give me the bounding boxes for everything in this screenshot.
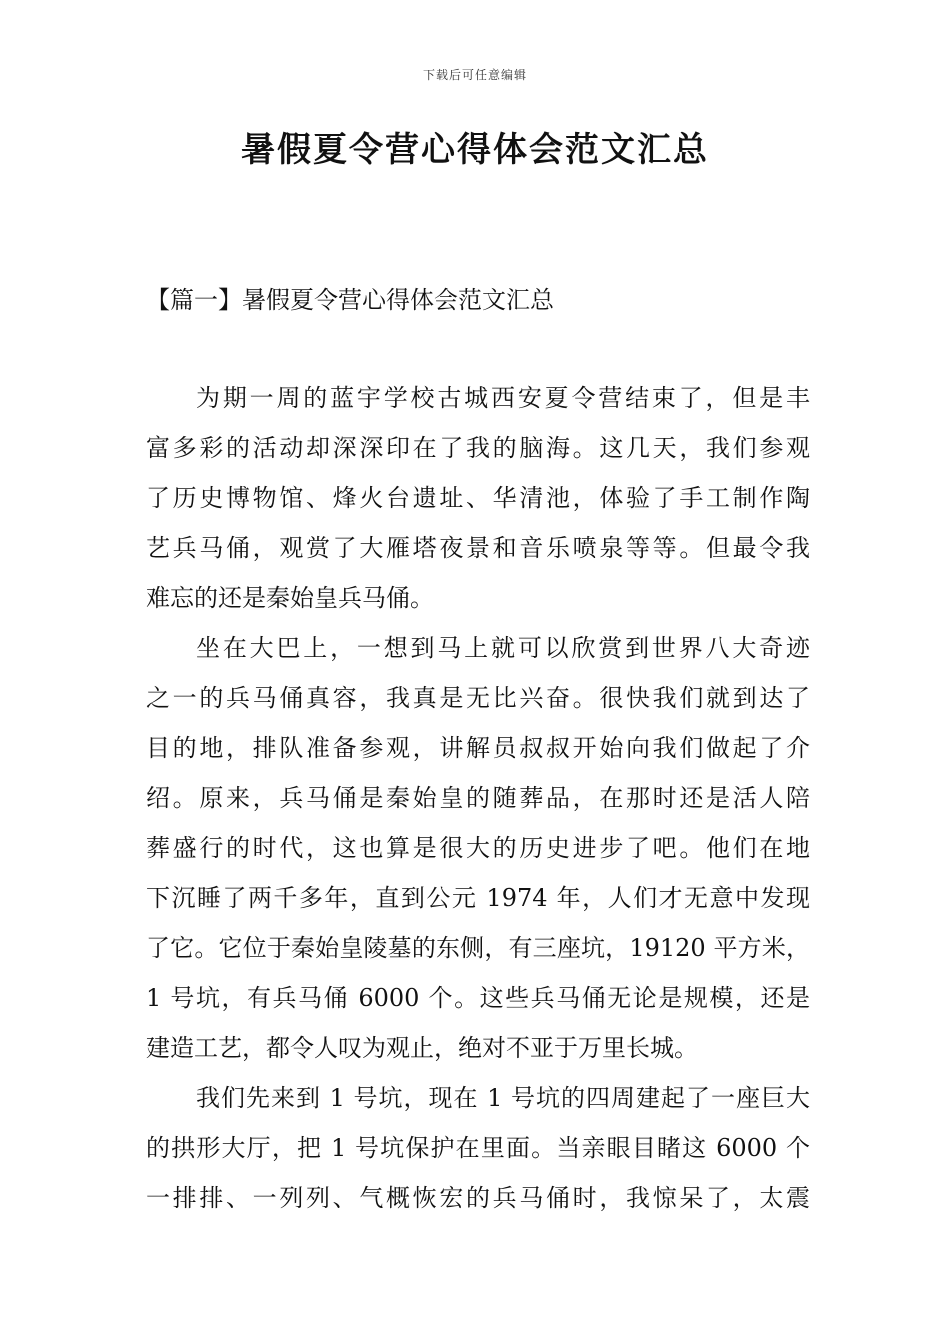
section-heading: 【篇一】暑假夏令营心得体会范文汇总 <box>146 286 554 314</box>
paragraph-1-line-4: 艺兵马俑，观赏了大雁塔夜景和音乐喷泉等等。但最令我 <box>146 534 810 562</box>
paragraph-3-line-3: 一排排、一列列、气概恢宏的兵马俑时，我惊呆了，太震 <box>146 1184 810 1212</box>
paragraph-2-line-6: 下沉睡了两千多年，直到公元 1974 年，人们才无意中发现 <box>146 884 810 912</box>
paragraph-2-line-7: 了它。它位于秦始皇陵墓的东侧，有三座坑，19120 平方米， <box>146 934 810 962</box>
paragraph-1-line-2: 富多彩的活动却深深印在了我的脑海。这几天，我们参观 <box>146 434 810 462</box>
header-note: 下载后可任意编辑 <box>422 68 527 82</box>
paragraph-2-line-5: 葬盛行的时代，这也算是很大的历史进步了吧。他们在地 <box>146 834 810 862</box>
body-text <box>146 373 810 1223</box>
paragraph-2-line-1: 坐在大巴上，一想到马上就可以欣赏到世界八大奇迹 <box>196 634 810 662</box>
paragraph-2-line-3: 目的地，排队准备参观，讲解员叔叔开始向我们做起了介 <box>146 734 810 762</box>
paragraph-2-line-9: 建造工艺，都令人叹为观止，绝对不亚于万里长城。 <box>146 1034 698 1062</box>
document-title: 暑假夏令营心得体会范文汇总 <box>241 130 709 170</box>
paragraph-2-line-2: 之一的兵马俑真容，我真是无比兴奋。很快我们就到达了 <box>146 684 810 712</box>
paragraph-3-line-2: 的拱形大厅，把 1 号坑保护在里面。当亲眼目睹这 6000 个 <box>146 1134 810 1162</box>
paragraph-3-line-1: 我们先来到 1 号坑，现在 1 号坑的四周建起了一座巨大 <box>196 1084 810 1112</box>
paragraph-2-line-8: 1 号坑，有兵马俑 6000 个。这些兵马俑无论是规模，还是 <box>146 984 810 1012</box>
paragraph-2-line-4: 绍。原来，兵马俑是秦始皇的随葬品，在那时还是活人陪 <box>146 784 810 812</box>
paragraph-1-line-1: 为期一周的蓝宇学校古城西安夏令营结束了，但是丰 <box>196 384 810 412</box>
paragraph-1-line-5: 难忘的还是秦始皇兵马俑。 <box>146 584 434 612</box>
paragraph-1-line-3: 了历史博物馆、烽火台遗址、华清池，体验了手工制作陶 <box>146 484 810 512</box>
